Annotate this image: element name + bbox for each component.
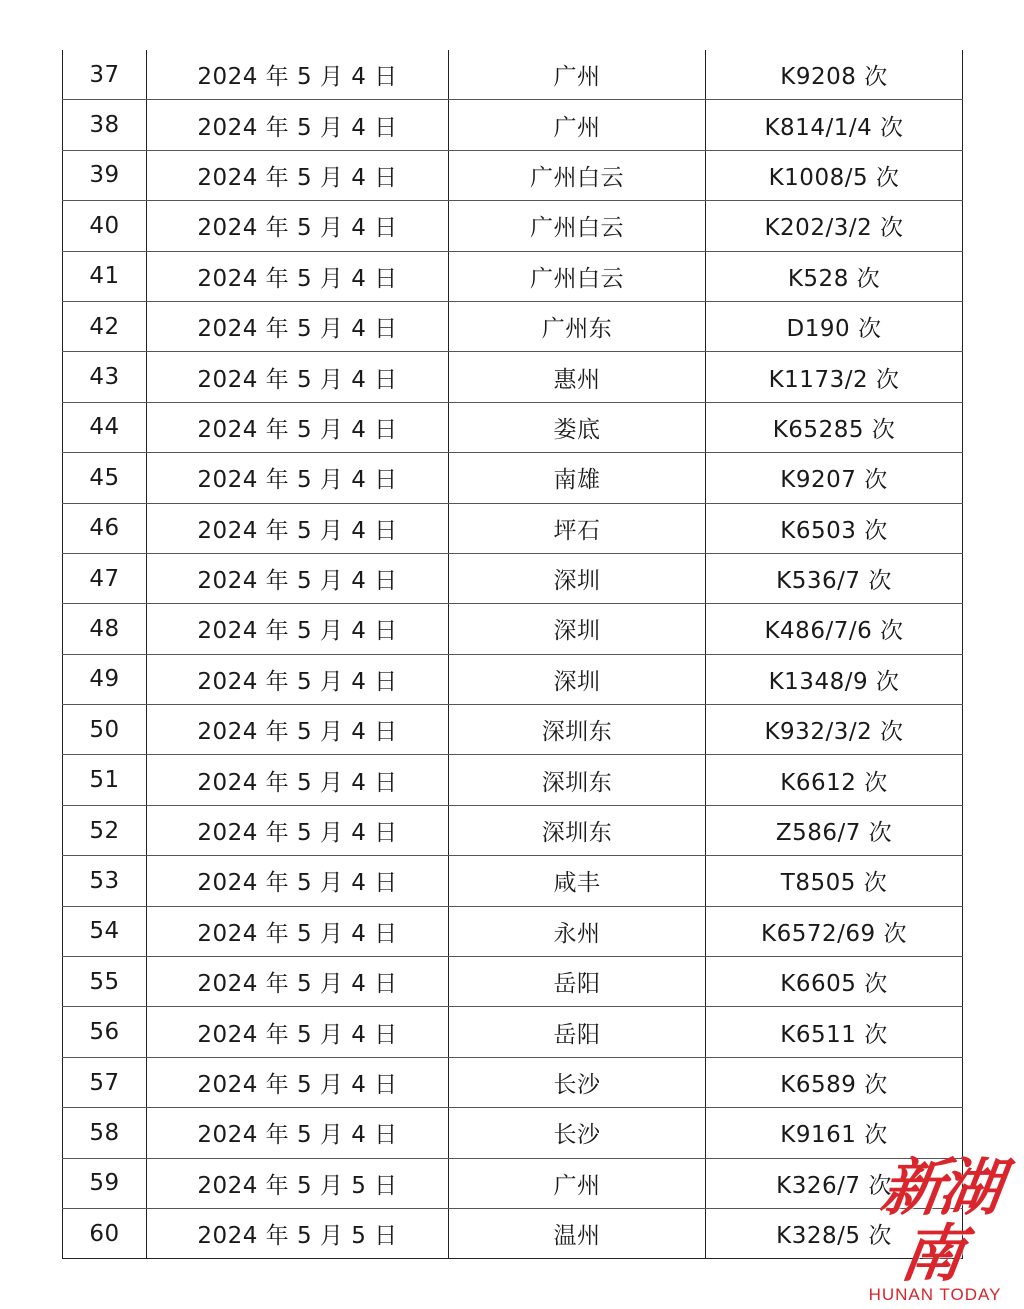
row-number-cell: 42 [63, 301, 147, 351]
date-cell: 2024 年 5 月 4 日 [147, 906, 449, 956]
station-cell: 岳阳 [449, 1007, 706, 1057]
row-number-cell: 59 [63, 1158, 147, 1208]
row-number-cell: 48 [63, 604, 147, 654]
table-row [63, 402, 963, 452]
date-cell: 2024 年 5 月 4 日 [147, 604, 449, 654]
train-number-cell: T8505 次 [706, 856, 963, 906]
row-number-cell: 47 [63, 553, 147, 603]
watermark-subtitle: HUNAN TODAY [868, 1285, 1002, 1304]
train-number-cell: K814/1/4 次 [706, 100, 963, 150]
train-number-cell: K536/7 次 [706, 553, 963, 603]
table-row [63, 604, 963, 654]
date-cell: 2024 年 5 月 4 日 [147, 1057, 449, 1107]
station-cell: 南雄 [449, 453, 706, 503]
row-number-cell: 50 [63, 705, 147, 755]
station-cell: 娄底 [449, 402, 706, 452]
train-number-cell: K326/7 次 [706, 1158, 963, 1208]
row-number-cell: 46 [63, 503, 147, 553]
station-cell: 岳阳 [449, 957, 706, 1007]
table-row [63, 906, 963, 956]
train-number-cell: K932/3/2 次 [706, 705, 963, 755]
row-number-cell: 39 [63, 150, 147, 200]
station-cell: 广州 [449, 50, 706, 100]
station-cell: 惠州 [449, 352, 706, 402]
date-cell: 2024 年 5 月 4 日 [147, 755, 449, 805]
train-number-cell: K328/5 次 [706, 1208, 963, 1258]
row-number-cell: 54 [63, 906, 147, 956]
train-number-cell: K1348/9 次 [706, 654, 963, 704]
date-cell: 2024 年 5 月 4 日 [147, 402, 449, 452]
date-cell: 2024 年 5 月 4 日 [147, 705, 449, 755]
table-row [63, 957, 963, 1007]
table-row [63, 251, 963, 301]
table-row [63, 856, 963, 906]
date-cell: 2024 年 5 月 4 日 [147, 957, 449, 1007]
row-number-cell: 44 [63, 402, 147, 452]
table-row [63, 352, 963, 402]
station-cell: 长沙 [449, 1057, 706, 1107]
station-cell: 咸丰 [449, 856, 706, 906]
date-cell: 2024 年 5 月 4 日 [147, 150, 449, 200]
table-row [63, 1208, 963, 1258]
row-number-cell: 51 [63, 755, 147, 805]
station-cell: 温州 [449, 1208, 706, 1258]
date-cell: 2024 年 5 月 4 日 [147, 553, 449, 603]
date-cell: 2024 年 5 月 4 日 [147, 201, 449, 251]
date-cell: 2024 年 5 月 4 日 [147, 503, 449, 553]
hunan-today-watermark [850, 1151, 1020, 1305]
station-cell: 广州白云 [449, 201, 706, 251]
train-number-cell: K528 次 [706, 251, 963, 301]
train-number-cell: K6612 次 [706, 755, 963, 805]
station-cell: 广州东 [449, 301, 706, 351]
row-number-cell: 53 [63, 856, 147, 906]
station-cell: 长沙 [449, 1108, 706, 1158]
train-number-cell: K1008/5 次 [706, 150, 963, 200]
date-cell: 2024 年 5 月 4 日 [147, 856, 449, 906]
station-cell: 广州白云 [449, 150, 706, 200]
table-row [63, 1158, 963, 1208]
train-number-cell: K6511 次 [706, 1007, 963, 1057]
date-cell: 2024 年 5 月 5 日 [147, 1208, 449, 1258]
date-cell: 2024 年 5 月 4 日 [147, 1007, 449, 1057]
row-number-cell: 55 [63, 957, 147, 1007]
date-cell: 2024 年 5 月 4 日 [147, 352, 449, 402]
row-number-cell: 45 [63, 453, 147, 503]
train-number-cell: K65285 次 [706, 402, 963, 452]
station-cell: 坪石 [449, 503, 706, 553]
table-row [63, 453, 963, 503]
table-row [63, 301, 963, 351]
table-row [63, 654, 963, 704]
table-row [63, 705, 963, 755]
row-number-cell: 58 [63, 1108, 147, 1158]
table-row [63, 755, 963, 805]
train-number-cell: K6572/69 次 [706, 906, 963, 956]
date-cell: 2024 年 5 月 4 日 [147, 654, 449, 704]
row-number-cell: 56 [63, 1007, 147, 1057]
train-number-cell: K486/7/6 次 [706, 604, 963, 654]
date-cell: 2024 年 5 月 5 日 [147, 1158, 449, 1208]
train-schedule-table [62, 50, 963, 1259]
train-number-cell: K9208 次 [706, 50, 963, 100]
table-row [63, 503, 963, 553]
station-cell: 广州白云 [449, 251, 706, 301]
train-number-cell: K9207 次 [706, 453, 963, 503]
table-row [63, 1108, 963, 1158]
station-cell: 永州 [449, 906, 706, 956]
date-cell: 2024 年 5 月 4 日 [147, 50, 449, 100]
table-row [63, 1057, 963, 1107]
row-number-cell: 49 [63, 654, 147, 704]
table-row [63, 553, 963, 603]
date-cell: 2024 年 5 月 4 日 [147, 805, 449, 855]
row-number-cell: 60 [63, 1208, 147, 1258]
date-cell: 2024 年 5 月 4 日 [147, 100, 449, 150]
station-cell: 深圳东 [449, 805, 706, 855]
watermark-logo: 新湖南 [876, 1151, 1003, 1290]
date-cell: 2024 年 5 月 4 日 [147, 1108, 449, 1158]
date-cell: 2024 年 5 月 4 日 [147, 251, 449, 301]
row-number-cell: 41 [63, 251, 147, 301]
row-number-cell: 40 [63, 201, 147, 251]
row-number-cell: 52 [63, 805, 147, 855]
table-row [63, 201, 963, 251]
station-cell: 深圳东 [449, 705, 706, 755]
train-number-cell: K1173/2 次 [706, 352, 963, 402]
station-cell: 广州 [449, 1158, 706, 1208]
station-cell: 深圳 [449, 553, 706, 603]
table-body [63, 50, 963, 1259]
row-number-cell: 57 [63, 1057, 147, 1107]
table-row [63, 100, 963, 150]
station-cell: 深圳东 [449, 755, 706, 805]
table-row [63, 150, 963, 200]
row-number-cell: 43 [63, 352, 147, 402]
station-cell: 深圳 [449, 604, 706, 654]
date-cell: 2024 年 5 月 4 日 [147, 301, 449, 351]
station-cell: 深圳 [449, 654, 706, 704]
date-cell: 2024 年 5 月 4 日 [147, 453, 449, 503]
table-row [63, 1007, 963, 1057]
train-number-cell: K9161 次 [706, 1108, 963, 1158]
train-number-cell: K202/3/2 次 [706, 201, 963, 251]
table-row [63, 50, 963, 100]
table-row [63, 805, 963, 855]
train-number-cell: K6605 次 [706, 957, 963, 1007]
train-number-cell: K6589 次 [706, 1057, 963, 1107]
row-number-cell: 38 [63, 100, 147, 150]
row-number-cell: 37 [63, 50, 147, 100]
train-number-cell: D190 次 [706, 301, 963, 351]
train-number-cell: K6503 次 [706, 503, 963, 553]
station-cell: 广州 [449, 100, 706, 150]
train-number-cell: Z586/7 次 [706, 805, 963, 855]
